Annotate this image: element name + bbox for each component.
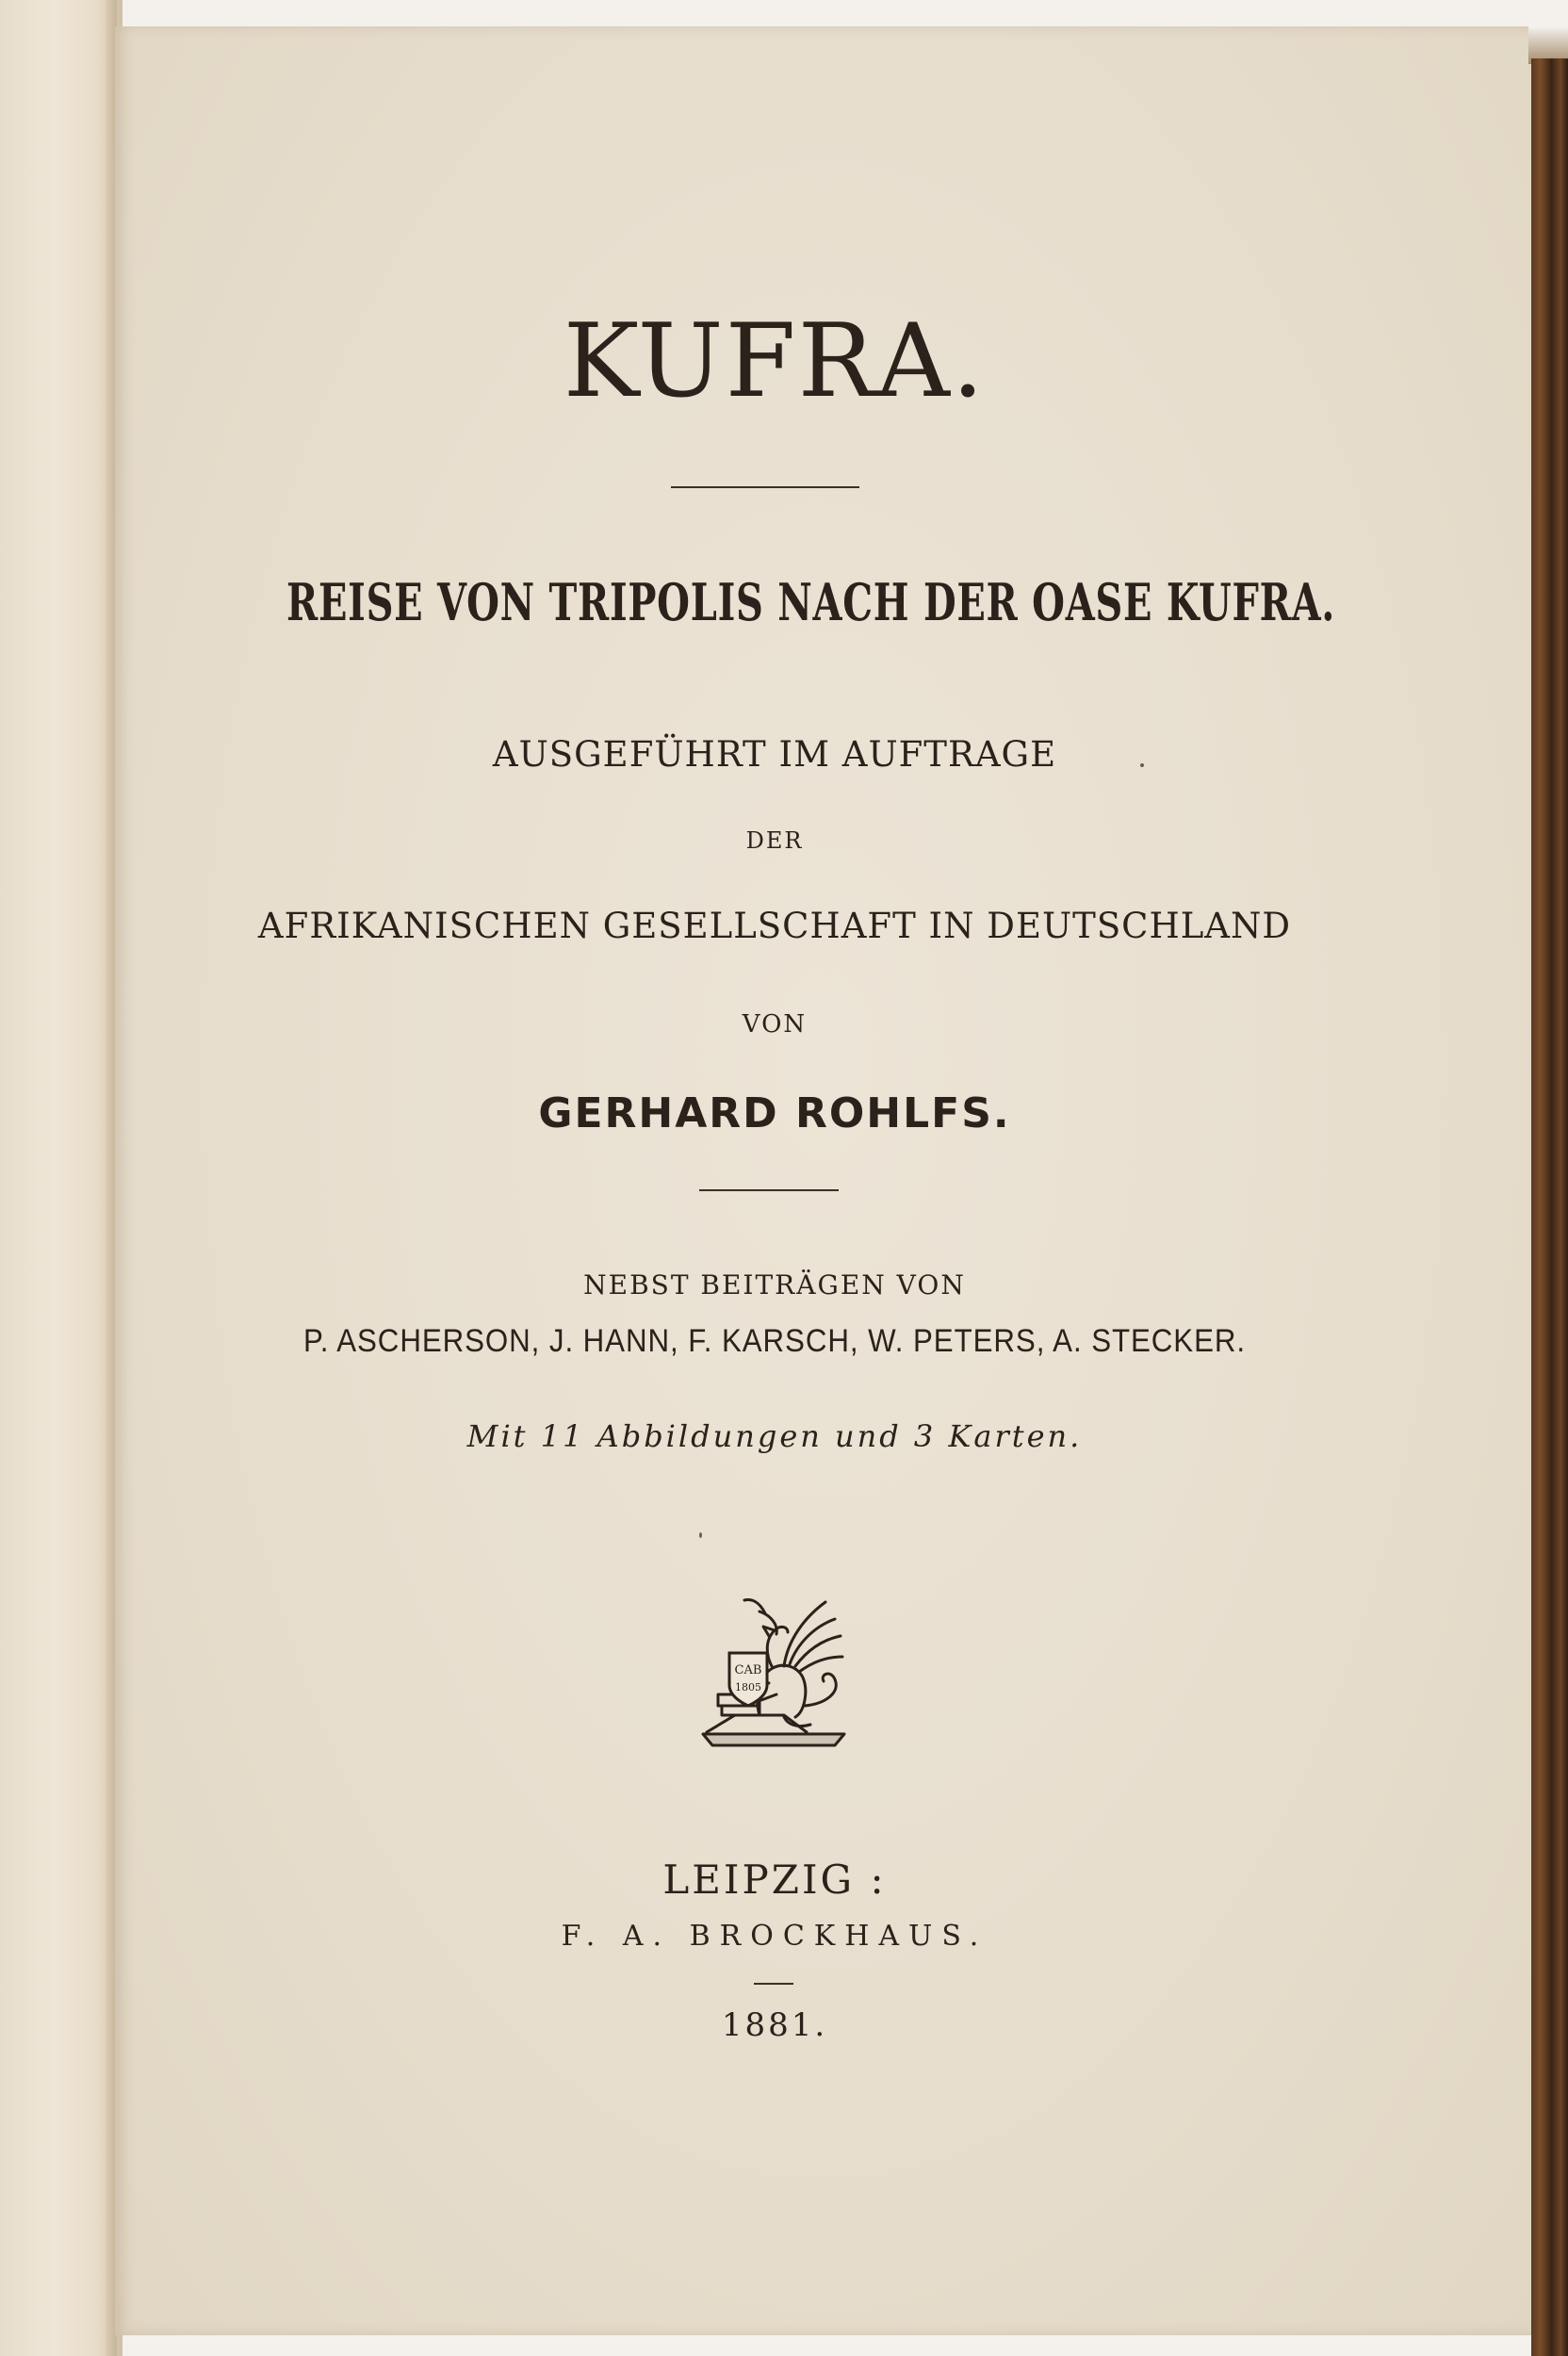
shield-text: CAB <box>734 1663 762 1677</box>
commission-line: AUSGEFÜHRT IM AUFTRAGE <box>492 734 1057 775</box>
paper-speck <box>1140 763 1144 767</box>
shield-year: 1805 <box>735 1681 761 1693</box>
der-line: DER <box>745 827 804 854</box>
imprint-rule <box>754 1983 793 1985</box>
imprint-year: 1881. <box>721 2006 828 2044</box>
book-title: KUFRA. <box>563 303 987 420</box>
author-name: GERHARD ROHLFS. <box>538 1089 1011 1137</box>
contributors-list: P. ASCHERSON, J. HANN, F. KARSCH, W. PETERS, A. STECKER. <box>302 1323 1246 1359</box>
illustrations-note: Mit 11 Abbildungen und 3 Karten. <box>466 1418 1083 1454</box>
society-line: AFRIKANISCHEN GESELLSCHAFT IN DEUTSCHLAND <box>257 906 1292 946</box>
author-rule <box>699 1189 839 1191</box>
imprint-publisher: F. A. BROCKHAUS. <box>561 1920 988 1953</box>
title-rule <box>671 486 859 488</box>
contributions-intro: NEBST BEITRÄGEN VON <box>583 1269 966 1301</box>
paper-speck <box>699 1532 702 1538</box>
imprint-city: LEIPZIG : <box>662 1857 887 1903</box>
griffin-emblem-icon <box>694 1574 854 1753</box>
cover-binding <box>1531 58 1568 2356</box>
von-line: VON <box>742 1010 808 1039</box>
book-subtitle: REISE VON TRIPOLIS NACH DER OASE KUFRA. <box>286 572 1335 632</box>
left-page <box>0 0 122 2356</box>
